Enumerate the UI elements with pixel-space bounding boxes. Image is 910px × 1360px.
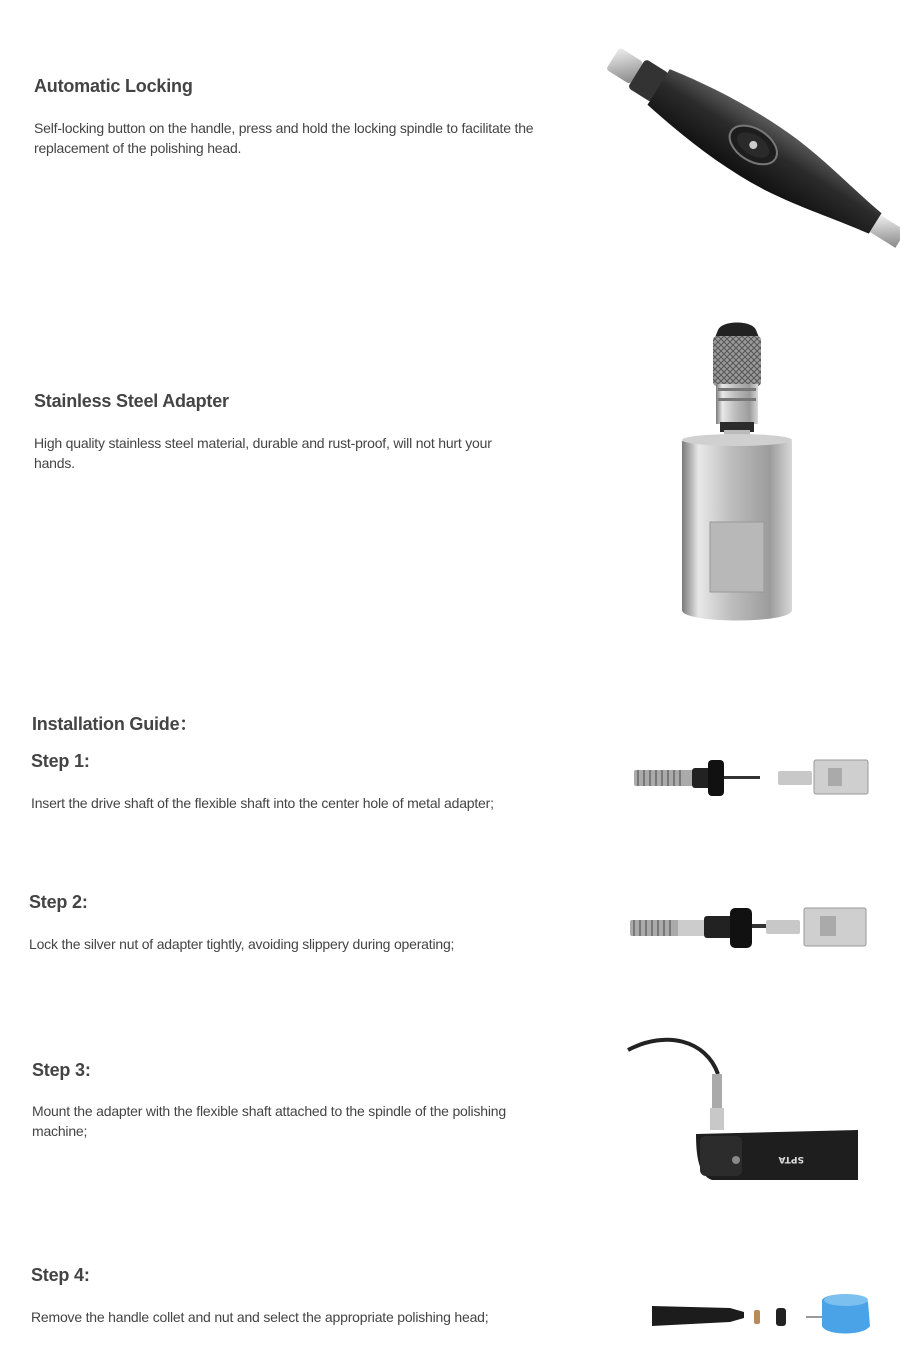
feature-desc-automatic-locking: Self-locking button on the handle, press and hold the locking spindle to facilitate the replacement of the polishing head. [34, 120, 534, 156]
step-3-label: Step 3: [32, 1060, 91, 1080]
step-3-text: Mount the adapter with the flexible shaft attached to the spindle of the polishing machine; [32, 1103, 506, 1139]
feature-title-stainless-adapter: Stainless Steel Adapter [34, 391, 229, 411]
step-2-label: Step 2: [29, 892, 88, 912]
step-4-label: Step 4: [31, 1265, 90, 1285]
step-1-label: Step 1: [31, 751, 90, 771]
step-4-text: Remove the handle collet and nut and select the appropriate polishing head; [31, 1309, 489, 1325]
step-3-image [626, 1030, 860, 1186]
feature-title-automatic-locking: Automatic Locking [34, 76, 193, 96]
step-2-image [628, 900, 872, 954]
step-1-text: Insert the drive shaft of the flexible shaft into the center hole of metal adapter; [31, 795, 494, 811]
installation-guide-title: Installation Guide： [32, 714, 198, 734]
stainless-adapter-image [670, 318, 804, 628]
handpiece-handle-image [598, 22, 900, 266]
step-2-text: Lock the silver nut of adapter tightly, avoiding slippery during operating; [29, 936, 455, 952]
step-1-image [632, 752, 872, 802]
step-4-image [650, 1292, 872, 1338]
brand-mark: SPTA [778, 1154, 804, 1164]
feature-desc-stainless-adapter: High quality stainless steel material, durable and rust-proof, will not hurt your hands. [34, 435, 492, 471]
